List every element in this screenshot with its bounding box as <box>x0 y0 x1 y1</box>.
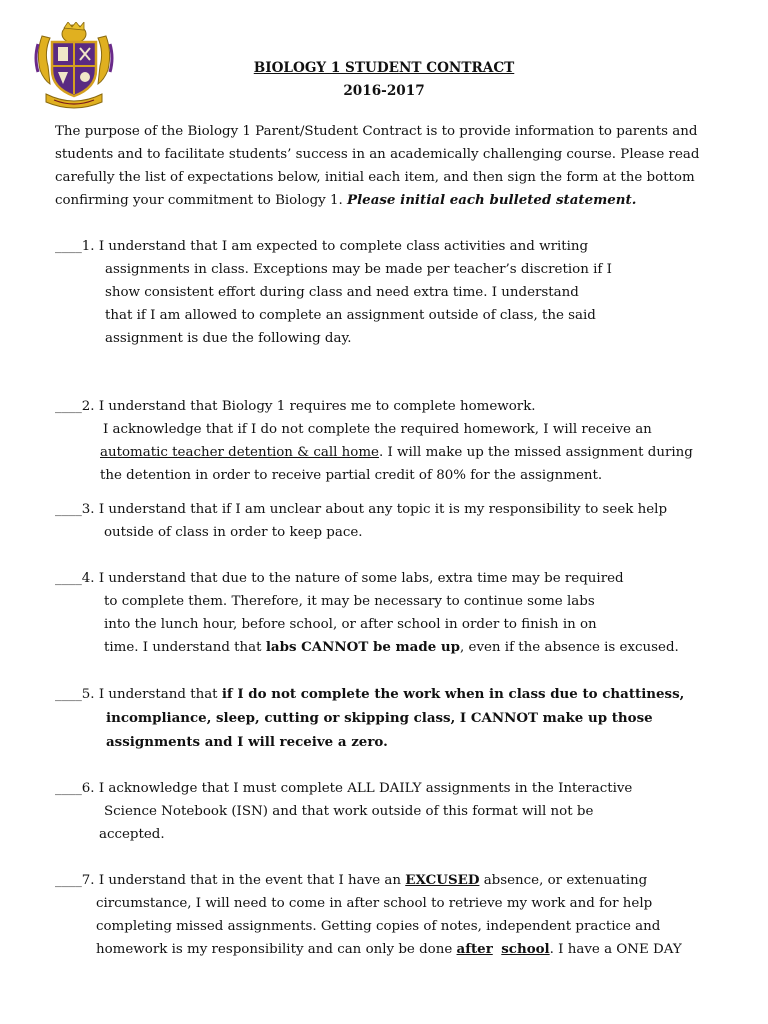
item-line: time. I understand that labs CANNOT be made up, even if the absence is excused. <box>104 639 679 655</box>
item-line: accepted. <box>99 827 165 842</box>
item-line: the detention in order to receive partial credit of 80% for the assignment. <box>100 468 603 483</box>
item-line: Science Notebook (ISN) and that work outside of this format will not be <box>104 804 594 819</box>
item-line: ____1. I understand that I am expected to complete class activities and writing <box>55 239 589 254</box>
item-line: show consistent effort during class and need extra time. I understand <box>105 285 579 300</box>
item-line: I acknowledge that if I do not complete the required homework, I will receive an <box>103 422 652 437</box>
item-line: assignment is due the following day. <box>105 331 352 346</box>
item-line: ____5. I understand that if I do not complete the work when in class due to chattiness, <box>55 686 685 702</box>
item-line: circumstance, I will need to come in after school to retrieve my work and for help <box>96 896 653 911</box>
intro-line: confirming your commitment to Biology 1. Please initial each bulleted statement. <box>55 192 637 208</box>
intro-line: carefully the list of expectations below, initial each item, and then sign the form at the bottom <box>55 170 695 185</box>
initial-instruction: Please initial each bulleted statement. <box>347 192 637 208</box>
item-line: completing missed assignments. Getting copies of notes, independent practice and <box>96 919 661 934</box>
item-line: ____3. I understand that if I am unclear about any topic it is my responsibility to seek help <box>55 502 668 517</box>
detention-notice: automatic teacher detention & call home <box>100 445 379 460</box>
item-line: ____6. I acknowledge that I must complete ALL DAILY assignments in the Interactive <box>55 781 633 796</box>
item-line: ____2. I understand that Biology 1 requires me to complete homework. <box>55 399 536 414</box>
item-line: outside of class in order to keep pace. <box>104 525 363 540</box>
item-line: homework is my responsibility and can only be done after school. I have a ONE DAY <box>96 941 682 957</box>
excused-notice: EXCUSED <box>405 872 480 888</box>
item-line: assignments in class. Exceptions may be made per teacher’s discretion if I <box>105 262 612 277</box>
labs-notice: labs CANNOT be made up <box>265 639 460 655</box>
item-line: to complete them. Therefore, it may be necessary to continue some labs <box>104 594 595 609</box>
intro-line: students and to facilitate students’ success in an academically challenging course. Please read <box>55 147 700 162</box>
contract-title: BIOLOGY 1 STUDENT CONTRACT <box>253 60 515 76</box>
item-line: incompliance, sleep, cutting or skipping class, I CANNOT make up those <box>106 710 653 726</box>
intro-paragraph <box>55 120 699 212</box>
item-line: assignments and I will receive a zero. <box>106 734 388 750</box>
intro-line: The purpose of the Biology 1 Parent/Student Contract is to provide information to parents and <box>55 124 698 139</box>
school-year: 2016-2017 <box>343 83 425 99</box>
item-line: that if I am allowed to complete an assignment outside of class, the said <box>105 308 596 323</box>
item-line: ____4. I understand that due to the nature of some labs, extra time may be required <box>55 571 624 586</box>
item-line: automatic teacher detention & call home. I will make up the missed assignment during <box>100 445 693 460</box>
item-line: into the lunch hour, before school, or after school in order to finish in on <box>104 617 597 632</box>
item-line: ____7. I understand that in the event that I have an EXCUSED absence, or extenuating <box>55 872 648 888</box>
